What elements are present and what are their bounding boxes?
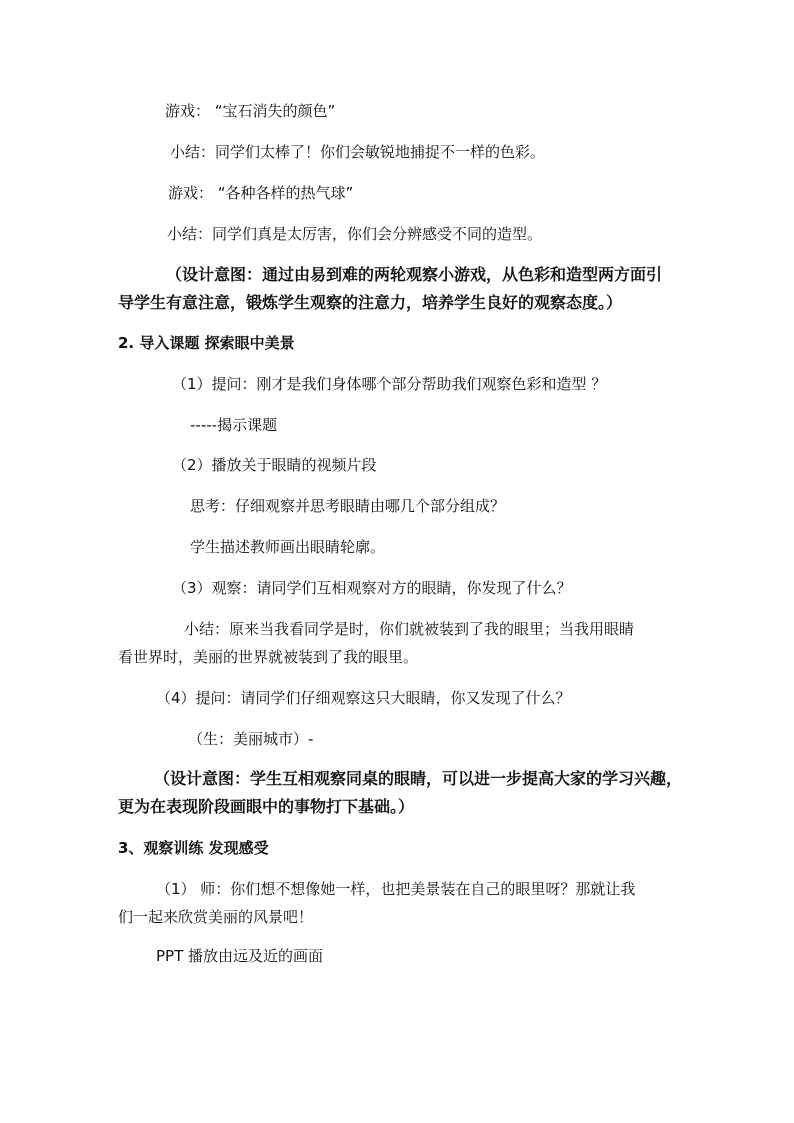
step-3-1-line-1: （1） 师：你们想不想像她一样，也把美景装在自己的眼里呀？那就让我 (156, 880, 636, 898)
section-heading-3: 3、观察训练 发现感受 (118, 839, 269, 857)
student-answer: （生：美丽城市）- (188, 730, 314, 748)
step-2-video: （2）播放关于眼睛的视频片段 (172, 456, 377, 474)
summary-3-line-1: 小结：原来当我看同学是时，你们就被装到了我的眼里；当我用眼睛 (184, 620, 635, 638)
summary-line-2: 小结：同学们真是太厉害，你们会分辨感受不同的造型。 (167, 225, 543, 243)
reveal-topic: -----揭示课题 (190, 416, 278, 434)
section-heading-2: 2. 导入课题 探索眼中美景 (118, 334, 295, 352)
game-line-1: 游戏： “宝石消失的颜色” (165, 102, 336, 120)
design-intent-2-line-1: （设计意图：学生互相观察同桌的眼睛，可以进一步提高大家的学习兴趣， (154, 769, 683, 788)
design-intent-1-line-2: 导学生有意注意，锻炼学生观察的注意力，培养学生良好的观察态度。） (118, 293, 623, 312)
step-1-question: （1）提问：刚才是我们身体哪个部分帮助我们观察色彩和造型 ？ (172, 375, 607, 393)
summary-3-line-2: 看世界时，美丽的世界就被装到了我的眼里。 (118, 648, 419, 666)
student-describe: 学生描述教师画出眼睛轮廓。 (190, 538, 386, 556)
step-3-observe: （3）观察：请同学们互相观察对方的眼睛，你发现了什么？ (172, 579, 572, 597)
design-intent-1-line-1: （设计意图：通过由易到难的两轮观察小游戏，从色彩和造型两方面引 (166, 265, 663, 284)
step-4-question: （4）提问：请同学们仔细观察这只大眼睛，你又发现了什么？ (156, 689, 571, 707)
game-line-2: 游戏： “各种各样的热气球” (168, 184, 354, 202)
ppt-play-line: PPT 播放由远及近的画面 (156, 947, 324, 965)
design-intent-2-line-2: 更为在表现阶段画眼中的事物打下基础。） (118, 797, 415, 816)
think-prompt: 思考：仔细观察并思考眼睛由哪几个部分组成？ (190, 497, 506, 515)
step-3-1-line-2: 们一起来欣赏美丽的风景吧！ (118, 908, 314, 926)
summary-line-1: 小结：同学们太棒了！你们会敏锐地捕捉不一样的色彩。 (170, 143, 546, 161)
